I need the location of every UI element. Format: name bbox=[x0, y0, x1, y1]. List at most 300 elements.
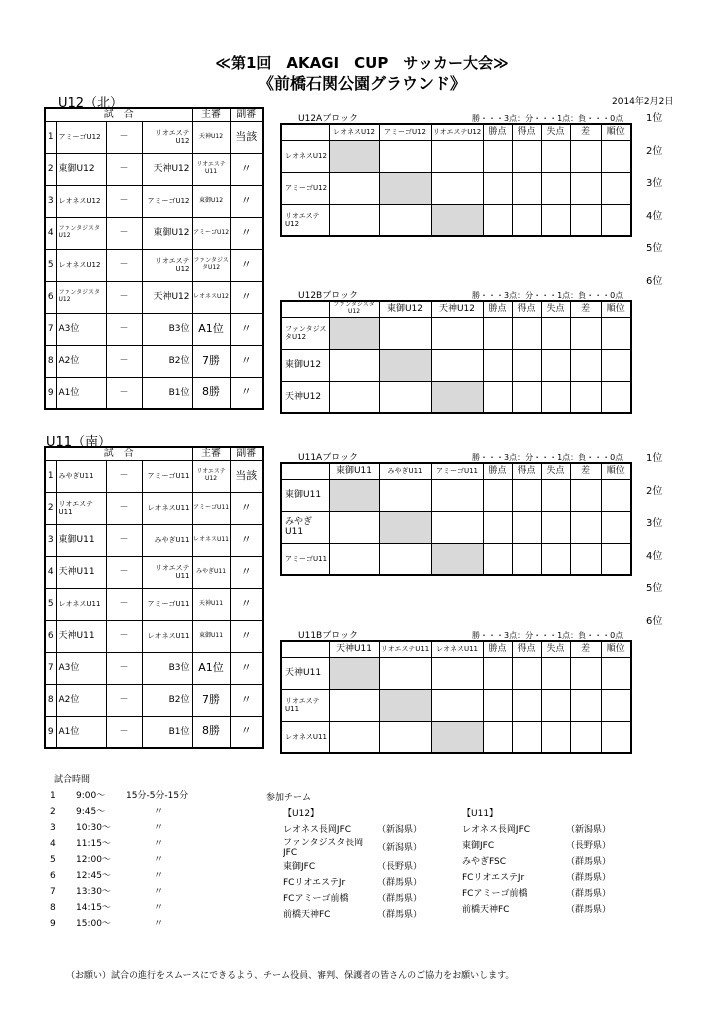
block-corner-cell bbox=[281, 301, 329, 317]
match-number: 7 bbox=[45, 652, 56, 684]
u12-teams-label: 【U12】 bbox=[283, 809, 320, 819]
team-row bbox=[462, 822, 612, 838]
match-number: 2 bbox=[45, 153, 56, 185]
block-row-team: 東御U12 bbox=[281, 349, 329, 381]
result-cell bbox=[512, 381, 541, 413]
block-row-team: レオネスU12 bbox=[281, 140, 329, 172]
team-row bbox=[283, 891, 443, 907]
result-cell bbox=[512, 317, 541, 349]
home-team: A1位 bbox=[56, 377, 106, 409]
result-cell bbox=[601, 689, 631, 721]
block-column-header: アミーゴU11 bbox=[431, 463, 483, 479]
block-row-team: みやぎU11 bbox=[281, 511, 329, 543]
team-name: みやぎFSC bbox=[462, 856, 507, 867]
u11b-points-rule: 勝・・・3点：分・・・1点：負・・・0点 bbox=[472, 631, 624, 640]
schedule-time: 12:00～ bbox=[76, 854, 111, 865]
result-cell bbox=[512, 479, 541, 511]
schedule-time: 11:15～ bbox=[76, 838, 111, 849]
schedule-note: 〃 bbox=[154, 854, 164, 865]
result-cell bbox=[541, 543, 570, 575]
u11-teams-table bbox=[462, 822, 612, 918]
schedule-note: 〃 bbox=[154, 870, 164, 881]
home-team: ファンタジスタU12 bbox=[56, 281, 106, 313]
result-cell bbox=[431, 204, 483, 236]
home-team: リオエステU11 bbox=[56, 492, 106, 524]
rank-label: 3位 bbox=[646, 518, 663, 529]
schedule-row bbox=[50, 916, 260, 932]
result-cell bbox=[601, 140, 631, 172]
home-team: 天神U11 bbox=[56, 556, 106, 588]
result-cell bbox=[483, 317, 512, 349]
block-team-row bbox=[281, 317, 631, 349]
sub-referee: 〃 bbox=[230, 249, 263, 281]
result-cell bbox=[570, 140, 601, 172]
home-team: A2位 bbox=[56, 345, 106, 377]
result-cell bbox=[601, 204, 631, 236]
team-row bbox=[283, 875, 443, 891]
team-row bbox=[283, 859, 443, 875]
schedule-number: 7 bbox=[50, 886, 56, 897]
result-cell bbox=[379, 204, 431, 236]
result-cell bbox=[483, 140, 512, 172]
match-row bbox=[45, 153, 263, 185]
block-team-row bbox=[281, 381, 631, 413]
result-cell bbox=[431, 381, 483, 413]
match-row bbox=[45, 588, 263, 620]
team-name: レオネス長岡JFC bbox=[283, 824, 352, 835]
result-cell bbox=[379, 172, 431, 204]
main-referee: 天神U11 bbox=[192, 588, 230, 620]
block-column-header: レオネスU11 bbox=[431, 641, 483, 657]
block-column-header: 失点 bbox=[541, 301, 570, 317]
result-cell bbox=[570, 172, 601, 204]
block-team-row bbox=[281, 543, 631, 575]
home-team: A3位 bbox=[56, 652, 106, 684]
result-cell bbox=[329, 721, 379, 753]
rank-label: 1位 bbox=[646, 113, 663, 124]
match-dash: － bbox=[106, 249, 142, 281]
block-column-header: 順位 bbox=[601, 124, 631, 140]
block-row-team: リオエステU11 bbox=[281, 689, 329, 721]
match-dash: － bbox=[106, 153, 142, 185]
result-cell bbox=[541, 479, 570, 511]
result-cell bbox=[483, 204, 512, 236]
result-cell bbox=[512, 543, 541, 575]
home-team: A3位 bbox=[56, 313, 106, 345]
away-team: B1位 bbox=[142, 716, 192, 748]
match-dash: － bbox=[106, 281, 142, 313]
block-row-team: 天神U11 bbox=[281, 657, 329, 689]
block-column-header: 得点 bbox=[512, 463, 541, 479]
home-team: ファンタジスタU12 bbox=[56, 217, 106, 249]
team-prefecture: （群馬県） bbox=[377, 909, 423, 920]
away-team: アミーゴU11 bbox=[142, 588, 192, 620]
main-referee: リオエステU12 bbox=[192, 460, 230, 492]
block-column-header: 差 bbox=[570, 124, 601, 140]
block-column-header: みやぎU11 bbox=[379, 463, 431, 479]
result-cell bbox=[541, 689, 570, 721]
block-column-header: リオエステU11 bbox=[379, 641, 431, 657]
u11-match-table bbox=[44, 446, 264, 749]
schedule-row bbox=[50, 836, 260, 852]
match-dash: － bbox=[106, 492, 142, 524]
block-column-header: 差 bbox=[570, 301, 601, 317]
rank-label: 1位 bbox=[646, 453, 663, 464]
match-dash: － bbox=[106, 345, 142, 377]
main-referee: レオネスU12 bbox=[192, 281, 230, 313]
block-corner-cell bbox=[281, 124, 329, 140]
schedule-time: 14:15～ bbox=[76, 902, 111, 913]
result-cell bbox=[329, 204, 379, 236]
result-cell bbox=[379, 511, 431, 543]
u12b-points-rule: 勝・・・3点：分・・・1点：負・・・0点 bbox=[472, 291, 624, 300]
schedule-row bbox=[50, 788, 260, 804]
result-cell bbox=[379, 349, 431, 381]
sub-ref-header: 副審 bbox=[230, 108, 263, 121]
schedule-note: 〃 bbox=[154, 902, 164, 913]
result-cell bbox=[431, 721, 483, 753]
match-row bbox=[45, 716, 263, 748]
block-team-row bbox=[281, 479, 631, 511]
match-dash: － bbox=[106, 620, 142, 652]
page-title: ≪第1回 AKAGI CUP サッカー大会≫ bbox=[215, 54, 509, 72]
sub-referee: 〃 bbox=[230, 377, 263, 409]
schedule-note: 〃 bbox=[154, 838, 164, 849]
home-team: レオネスU12 bbox=[56, 249, 106, 281]
team-name: FCアミーゴ前橋 bbox=[462, 888, 528, 899]
u11a-block-table bbox=[280, 462, 632, 576]
result-cell bbox=[329, 172, 379, 204]
schedule-row bbox=[50, 900, 260, 916]
team-prefecture: （長野県） bbox=[377, 861, 423, 872]
result-cell bbox=[570, 204, 601, 236]
block-column-header: 順位 bbox=[601, 463, 631, 479]
match-dash: － bbox=[106, 524, 142, 556]
sub-ref-header: 副審 bbox=[230, 447, 263, 460]
schedule-time: 9:45～ bbox=[76, 806, 106, 817]
u12-match-table bbox=[44, 107, 264, 410]
schedule-row bbox=[50, 804, 260, 820]
match-row bbox=[45, 313, 263, 345]
home-team: 天神U11 bbox=[56, 620, 106, 652]
match-dash: － bbox=[106, 377, 142, 409]
away-team: みやぎU11 bbox=[142, 524, 192, 556]
away-team: アミーゴU12 bbox=[142, 185, 192, 217]
result-cell bbox=[601, 657, 631, 689]
footer-note: （お願い）試合の進行をスムースにできるよう、チーム役員、審判、保護者の皆さんのご協力をお願いします。 bbox=[66, 971, 515, 981]
u12-match-header bbox=[45, 108, 263, 121]
main-referee: 東御U11 bbox=[192, 620, 230, 652]
result-cell bbox=[601, 317, 631, 349]
result-cell bbox=[601, 479, 631, 511]
match-row bbox=[45, 524, 263, 556]
result-cell bbox=[329, 543, 379, 575]
match-number: 7 bbox=[45, 313, 56, 345]
team-prefecture: （群馬県） bbox=[566, 872, 612, 883]
schedule-note: 〃 bbox=[154, 886, 164, 897]
main-referee: リオエステU11 bbox=[192, 153, 230, 185]
main-referee: レオネスU11 bbox=[192, 524, 230, 556]
result-cell bbox=[541, 657, 570, 689]
u11b-block-name: U11Bブロック bbox=[298, 631, 359, 641]
block-column-header: リオエステU12 bbox=[431, 124, 483, 140]
schedule-note: 〃 bbox=[154, 918, 164, 929]
away-team: B3位 bbox=[142, 313, 192, 345]
result-cell bbox=[601, 511, 631, 543]
u11-match-header bbox=[45, 447, 263, 460]
block-team-row bbox=[281, 689, 631, 721]
block-header-row bbox=[281, 463, 631, 479]
main-referee: 7勝 bbox=[192, 345, 230, 377]
block-column-header: 差 bbox=[570, 641, 601, 657]
match-dash: － bbox=[106, 121, 142, 153]
main-referee: 東御U12 bbox=[192, 185, 230, 217]
main-referee: 8勝 bbox=[192, 377, 230, 409]
result-cell bbox=[431, 349, 483, 381]
block-column-header: 勝点 bbox=[483, 124, 512, 140]
main-referee: アミーゴU12 bbox=[192, 217, 230, 249]
block-column-header: 天神U11 bbox=[329, 641, 379, 657]
match-number: 5 bbox=[45, 588, 56, 620]
match-number: 6 bbox=[45, 281, 56, 313]
result-cell bbox=[483, 381, 512, 413]
sub-referee: 〃 bbox=[230, 281, 263, 313]
team-prefecture: （新潟県） bbox=[566, 824, 612, 835]
main-ref-header: 主審 bbox=[192, 108, 230, 121]
team-prefecture: （長野県） bbox=[566, 840, 612, 851]
block-column-header: 順位 bbox=[601, 641, 631, 657]
result-cell bbox=[601, 721, 631, 753]
block-row-team: リオエステU12 bbox=[281, 204, 329, 236]
block-team-row bbox=[281, 140, 631, 172]
block-column-header: 順位 bbox=[601, 301, 631, 317]
match-number: 1 bbox=[45, 460, 56, 492]
block-column-header: 失点 bbox=[541, 124, 570, 140]
away-team: 天神U12 bbox=[142, 153, 192, 185]
result-cell bbox=[483, 657, 512, 689]
team-name: FCリオエステJr bbox=[283, 877, 346, 888]
block-column-header: 得点 bbox=[512, 641, 541, 657]
main-referee: アミーゴU11 bbox=[192, 492, 230, 524]
result-cell bbox=[483, 543, 512, 575]
schedule-time: 15:00～ bbox=[76, 918, 111, 929]
u11b-block-table bbox=[280, 640, 632, 754]
schedule-row bbox=[50, 868, 260, 884]
main-referee: みやぎU11 bbox=[192, 556, 230, 588]
result-cell bbox=[329, 381, 379, 413]
schedule-note: 〃 bbox=[154, 806, 164, 817]
result-cell bbox=[379, 317, 431, 349]
match-row bbox=[45, 492, 263, 524]
schedule-note: 15分-5分-15分 bbox=[126, 790, 189, 801]
match-number: 6 bbox=[45, 620, 56, 652]
u12b-block-table bbox=[280, 300, 632, 414]
team-prefecture: （新潟県） bbox=[377, 824, 423, 835]
sub-referee: 〃 bbox=[230, 588, 263, 620]
result-cell bbox=[541, 204, 570, 236]
result-cell bbox=[379, 479, 431, 511]
match-number: 4 bbox=[45, 556, 56, 588]
rank-label: 2位 bbox=[646, 145, 663, 157]
team-prefecture: （群馬県） bbox=[566, 904, 612, 915]
team-row bbox=[462, 854, 612, 870]
away-team: リオエステU12 bbox=[142, 121, 192, 153]
result-cell bbox=[329, 511, 379, 543]
match-dash: － bbox=[106, 652, 142, 684]
result-cell bbox=[379, 543, 431, 575]
result-cell bbox=[379, 657, 431, 689]
result-cell bbox=[431, 689, 483, 721]
result-cell bbox=[483, 511, 512, 543]
block-team-row bbox=[281, 172, 631, 204]
sub-referee: 〃 bbox=[230, 153, 263, 185]
match-number: 4 bbox=[45, 217, 56, 249]
away-team: リオエステU11 bbox=[142, 556, 192, 588]
away-team: レオネスU11 bbox=[142, 492, 192, 524]
result-cell bbox=[431, 511, 483, 543]
block-header-row bbox=[281, 301, 631, 317]
block-row-team: 天神U12 bbox=[281, 381, 329, 413]
team-prefecture: （新潟県） bbox=[377, 843, 423, 854]
block-column-header: 勝点 bbox=[483, 463, 512, 479]
result-cell bbox=[601, 349, 631, 381]
match-row bbox=[45, 620, 263, 652]
u12a-block-name: U12Aブロック bbox=[298, 114, 359, 124]
block-column-header: 勝点 bbox=[483, 641, 512, 657]
result-cell bbox=[512, 721, 541, 753]
schedule-number: 9 bbox=[50, 918, 56, 929]
home-team: 東御U11 bbox=[56, 524, 106, 556]
away-team: 天神U12 bbox=[142, 281, 192, 313]
rank-label: 4位 bbox=[646, 210, 663, 222]
block-header-row bbox=[281, 124, 631, 140]
sub-referee: 〃 bbox=[230, 620, 263, 652]
result-cell bbox=[483, 479, 512, 511]
result-cell bbox=[541, 381, 570, 413]
rank-label: 6位 bbox=[646, 615, 663, 627]
result-cell bbox=[431, 657, 483, 689]
main-referee: A1位 bbox=[192, 313, 230, 345]
home-team: A2位 bbox=[56, 684, 106, 716]
match-row bbox=[45, 249, 263, 281]
block-team-row bbox=[281, 657, 631, 689]
sub-referee: 〃 bbox=[230, 716, 263, 748]
schedule-number: 3 bbox=[50, 822, 56, 833]
u12-heading: U12（北） bbox=[58, 96, 124, 111]
result-cell bbox=[512, 140, 541, 172]
away-team: B2位 bbox=[142, 684, 192, 716]
u12a-block-table bbox=[280, 123, 632, 237]
match-dash: － bbox=[106, 313, 142, 345]
block-column-header: 得点 bbox=[512, 124, 541, 140]
result-cell bbox=[483, 349, 512, 381]
result-cell bbox=[570, 479, 601, 511]
rank-label: 2位 bbox=[646, 485, 663, 497]
result-cell bbox=[570, 721, 601, 753]
result-cell bbox=[541, 721, 570, 753]
result-cell bbox=[541, 511, 570, 543]
rank-label: 5位 bbox=[646, 583, 663, 594]
schedule-note: 〃 bbox=[154, 822, 164, 833]
team-name: FCアミーゴ前橋 bbox=[283, 893, 349, 904]
result-cell bbox=[601, 172, 631, 204]
match-row bbox=[45, 377, 263, 409]
result-cell bbox=[512, 511, 541, 543]
match-dash: － bbox=[106, 460, 142, 492]
main-referee: ファンタジスタU12 bbox=[192, 249, 230, 281]
result-cell bbox=[601, 543, 631, 575]
block-team-row bbox=[281, 511, 631, 543]
team-row bbox=[283, 822, 443, 838]
team-row bbox=[283, 838, 443, 859]
block-column-header: 差 bbox=[570, 463, 601, 479]
match-row bbox=[45, 185, 263, 217]
home-team: A1位 bbox=[56, 716, 106, 748]
sub-referee: 〃 bbox=[230, 313, 263, 345]
result-cell bbox=[570, 543, 601, 575]
schedule-time: 13:30～ bbox=[76, 886, 111, 897]
match-row bbox=[45, 460, 263, 492]
result-cell bbox=[483, 689, 512, 721]
result-cell bbox=[483, 721, 512, 753]
block-column-header: 東御U11 bbox=[329, 463, 379, 479]
block-header-row bbox=[281, 641, 631, 657]
match-row bbox=[45, 684, 263, 716]
block-column-header: 勝点 bbox=[483, 301, 512, 317]
match-row bbox=[45, 556, 263, 588]
away-team: アミーゴU11 bbox=[142, 460, 192, 492]
match-number: 2 bbox=[45, 492, 56, 524]
match-number: 9 bbox=[45, 716, 56, 748]
team-name: 前橋天神FC bbox=[462, 904, 510, 915]
match-number: 5 bbox=[45, 249, 56, 281]
result-cell bbox=[379, 689, 431, 721]
sub-referee: 〃 bbox=[230, 652, 263, 684]
block-column-header: 東御U12 bbox=[379, 301, 431, 317]
block-corner-cell bbox=[281, 641, 329, 657]
team-row bbox=[283, 907, 443, 923]
team-row bbox=[462, 870, 612, 886]
result-cell bbox=[570, 381, 601, 413]
block-column-header: アミーゴU12 bbox=[379, 124, 431, 140]
result-cell bbox=[431, 543, 483, 575]
block-team-row bbox=[281, 721, 631, 753]
match-number: 1 bbox=[45, 121, 56, 153]
block-column-header: 失点 bbox=[541, 641, 570, 657]
result-cell bbox=[512, 689, 541, 721]
match-row bbox=[45, 281, 263, 313]
schedule-table bbox=[50, 788, 260, 932]
result-cell bbox=[512, 204, 541, 236]
block-team-row bbox=[281, 349, 631, 381]
match-dash: － bbox=[106, 217, 142, 249]
venue-title: 《前橋石関公園グラウンド》 bbox=[257, 74, 466, 93]
schedule-number: 2 bbox=[50, 806, 56, 817]
sub-referee: 当該 bbox=[230, 460, 263, 492]
result-cell bbox=[512, 657, 541, 689]
u12a-points-rule: 勝・・・3点：分・・・1点：負・・・0点 bbox=[472, 114, 624, 123]
schedule-row bbox=[50, 884, 260, 900]
teams-heading: 参加チーム bbox=[266, 793, 312, 803]
team-prefecture: （群馬県） bbox=[377, 893, 423, 904]
result-cell bbox=[570, 657, 601, 689]
match-dash: － bbox=[106, 556, 142, 588]
block-row-team: 東御U11 bbox=[281, 479, 329, 511]
schedule-number: 5 bbox=[50, 854, 56, 865]
rank-label: 6位 bbox=[646, 275, 663, 287]
result-cell bbox=[329, 479, 379, 511]
team-prefecture: （群馬県） bbox=[566, 856, 612, 867]
